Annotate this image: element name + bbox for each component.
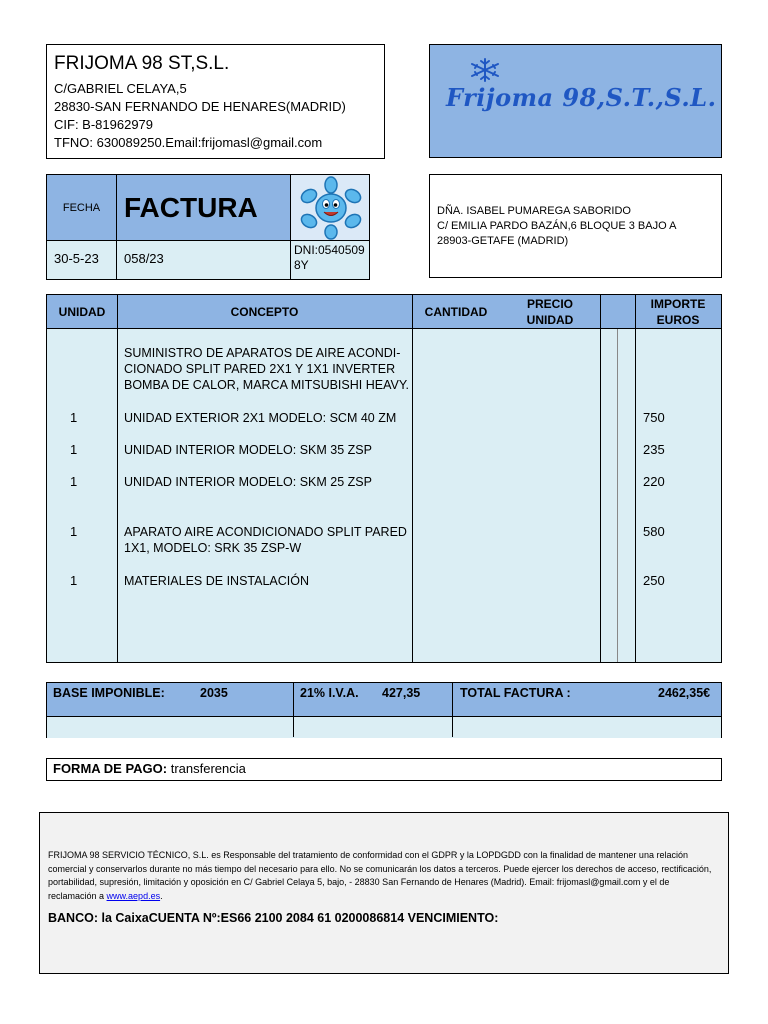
client-address: C/ EMILIA PARDO BAZÁN,6 BLOQUE 3 BAJO A xyxy=(437,220,677,232)
company-address: C/GABRIEL CELAYA,5 xyxy=(54,81,187,96)
column-divider xyxy=(117,295,118,662)
client-info-box xyxy=(429,174,722,278)
iva-label: 21% I.V.A. xyxy=(300,686,359,700)
invoice-date: 30-5-23 xyxy=(46,240,117,280)
iva-value: 427,35 xyxy=(382,686,421,700)
company-name: FRIJOMA 98 ST,S.L. xyxy=(54,53,230,74)
payment-label: FORMA DE PAGO: xyxy=(53,761,168,776)
row-4-importe: 580 xyxy=(643,524,665,539)
header-concepto: CONCEPTO xyxy=(230,305,299,319)
snowflake-mascot-icon xyxy=(293,176,369,241)
brand-logo-text: Frijoma 98,S.T.,S.L. xyxy=(446,83,717,112)
invoice-number: 058/23 xyxy=(116,240,291,280)
invoice-header xyxy=(46,174,370,280)
column-divider xyxy=(600,295,601,662)
row-5-unidad: 1 xyxy=(70,573,78,588)
invoice-title: FACTURA xyxy=(116,174,291,241)
legal-text xyxy=(48,849,720,903)
totals-divider xyxy=(293,683,294,737)
row-2-importe: 235 xyxy=(643,442,665,457)
column-divider xyxy=(635,295,636,662)
concept-intro: SUMINISTRO DE APARATOS DE AIRE ACONDI-CIONADO SPLIT PARED 2X1 Y 1X1 INVERTER BOMBA DE CALOR, MARCA MITSUBISHI HEAVY. xyxy=(124,346,410,392)
payment-method-box xyxy=(46,758,722,781)
company-contact: TFNO: 630089250.Email:frijomasl@gmail.com xyxy=(54,135,323,150)
row-3-concepto: UNIDAD INTERIOR MODELO: SKM 25 ZSP xyxy=(124,475,372,489)
row-2-concepto: UNIDAD INTERIOR MODELO: SKM 35 ZSP xyxy=(124,443,372,457)
row-2-unidad: 1 xyxy=(70,442,78,457)
mascot-cell xyxy=(290,174,370,241)
client-dni: DNI:05405098Y xyxy=(290,240,370,280)
header-precio: PRECIO UNIDAD xyxy=(526,297,574,327)
bank-info: BANCO: la CaixaCUENTA Nº:ES66 2100 2084 61 0200086814 VENCIMIENTO: xyxy=(48,911,499,925)
row-3-importe: 220 xyxy=(643,474,665,489)
company-city: 28830-SAN FERNANDO DE HENARES(MADRID) xyxy=(54,99,346,114)
payment-value: transferencia xyxy=(170,761,246,776)
legal-notice-box xyxy=(39,812,729,974)
row-4-concepto: APARATO AIRE ACONDICIONADO SPLIT PARED 1X1, MODELO: SRK 35 ZSP-W xyxy=(124,525,407,555)
header-unidad: UNIDAD xyxy=(58,305,106,319)
company-info-box xyxy=(46,44,385,159)
row-1-importe: 750 xyxy=(643,410,665,425)
total-factura-value: 2462,35€ xyxy=(658,686,711,700)
logo-box xyxy=(429,44,722,158)
legal-body: FRIJOMA 98 SERVICIO TÉCNICO, S.L. es Responsable del tratamiento de conformidad con el GDPR y la LOPDGDD con la finalidad de mantener una relación comercial y conservarlos durante no más tiempo del necesario para ello. No se comunicarán los datos a terceros. Puede ejercer los derechos de acceso, rectificación, portabilidad, supresión, limitación y oposición en C/ Gabriel Celaya 5, bajo, - 28830 San Fernando de Henares (Madrid). Email: frijomasl@gmail.com y el de reclamación a xyxy=(48,850,712,901)
totals-footer xyxy=(47,717,721,738)
total-factura-label: TOTAL FACTURA : xyxy=(460,686,571,700)
row-5-importe: 250 xyxy=(643,573,665,588)
client-city: 28903-GETAFE (MADRID) xyxy=(437,235,569,247)
totals-divider xyxy=(452,683,453,737)
base-imponible-value: 2035 xyxy=(200,686,228,700)
row-1-unidad: 1 xyxy=(70,410,78,425)
legal-link-suffix: . xyxy=(160,890,163,901)
fecha-label: FECHA xyxy=(46,174,117,241)
items-table xyxy=(46,294,722,663)
row-5-concepto: MATERIALES DE INSTALACIÓN xyxy=(124,574,309,588)
client-name: DÑA. ISABEL PUMAREGA SABORIDO xyxy=(437,205,631,217)
totals-box xyxy=(46,682,722,738)
base-imponible-label: BASE IMPONIBLE: xyxy=(53,686,165,700)
row-4-unidad: 1 xyxy=(70,524,78,539)
company-cif: CIF: B-81962979 xyxy=(54,117,154,132)
row-1-concepto: UNIDAD EXTERIOR 2X1 MODELO: SCM 40 ZM xyxy=(124,411,397,425)
header-importe: IMPORTE EUROS xyxy=(650,297,706,327)
header-cantidad: CANTIDAD xyxy=(424,305,488,319)
aepd-link[interactable]: www.aepd.es xyxy=(106,890,161,901)
row-3-unidad: 1 xyxy=(70,474,78,489)
column-divider xyxy=(617,329,618,662)
